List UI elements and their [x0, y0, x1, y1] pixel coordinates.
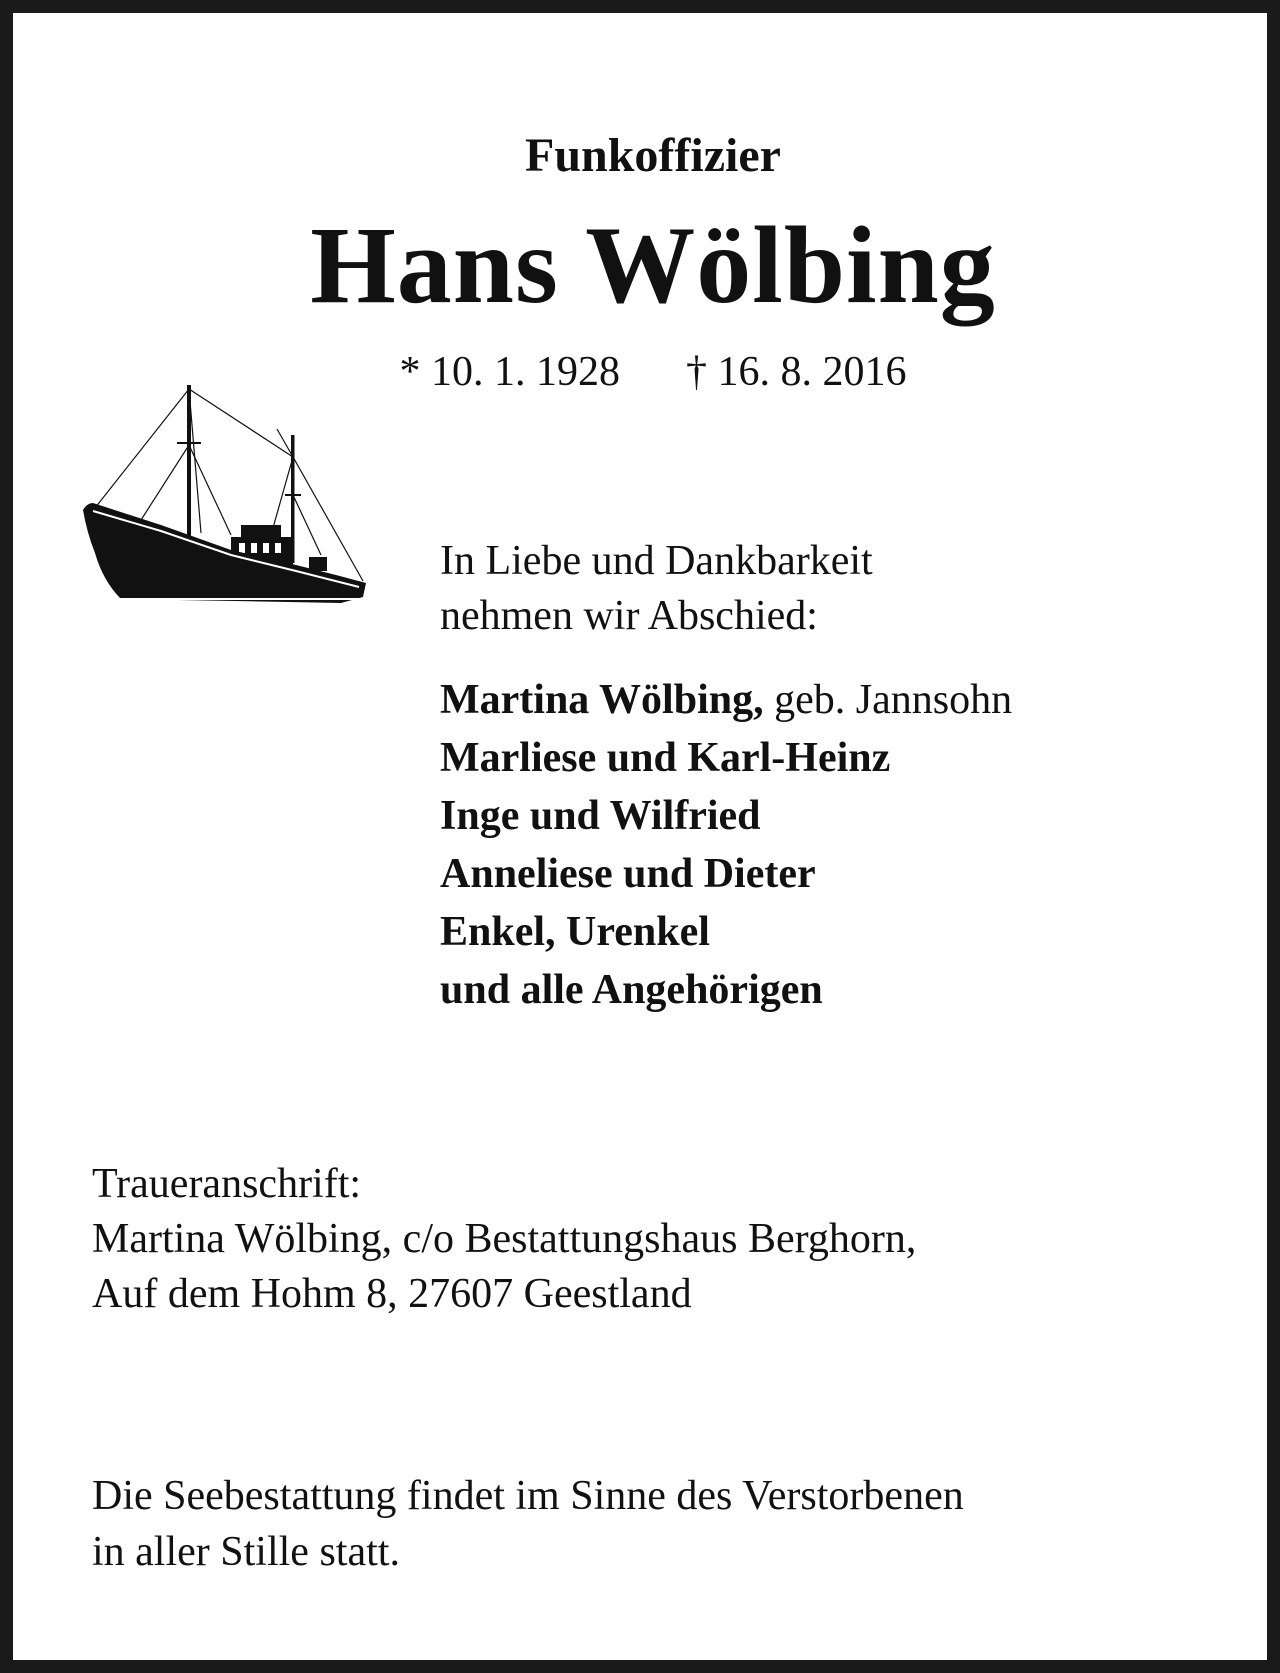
- ship-icon: [81, 385, 371, 625]
- mourner-name: Martina Wölbing,: [440, 677, 764, 723]
- deceased-name: Hans Wölbing: [310, 204, 996, 326]
- burial-note: [92, 1468, 964, 1580]
- mourner-item: und alle Angehörigen: [440, 967, 823, 1013]
- address-line-1: Martina Wölbing, c/o Bestattungshaus Berghorn,: [92, 1216, 917, 1262]
- mourner-item: Marliese und Karl-Heinz: [440, 735, 891, 781]
- mourners-list: [440, 671, 1012, 1019]
- farewell-line-1: In Liebe und Dankbarkeit: [440, 538, 873, 584]
- death-date: † 16. 8. 2016: [686, 349, 907, 395]
- mourner-maiden-name: geb. Jannsohn: [763, 677, 1013, 723]
- farewell-intro: [440, 534, 873, 644]
- mourner-item: [440, 671, 1012, 729]
- occupation-title: Funkoffizier: [525, 129, 781, 182]
- farewell-line-2: nehmen wir Abschied:: [440, 593, 818, 639]
- birth-date: * 10. 1. 1928: [399, 349, 620, 395]
- address-label: Traueranschrift:: [92, 1161, 362, 1207]
- burial-note-line-2: in aller Stille statt.: [92, 1529, 400, 1575]
- mourner-item: Anneliese und Dieter: [440, 851, 816, 897]
- mourner-item: Enkel, Urenkel: [440, 909, 710, 955]
- address-line-2: Auf dem Hohm 8, 27607 Geestland: [92, 1271, 692, 1317]
- mourning-address: [92, 1157, 916, 1322]
- burial-note-line-1: Die Seebestattung findet im Sinne des Verstorbenen: [92, 1473, 964, 1519]
- mourner-item: Inge und Wilfried: [440, 793, 761, 839]
